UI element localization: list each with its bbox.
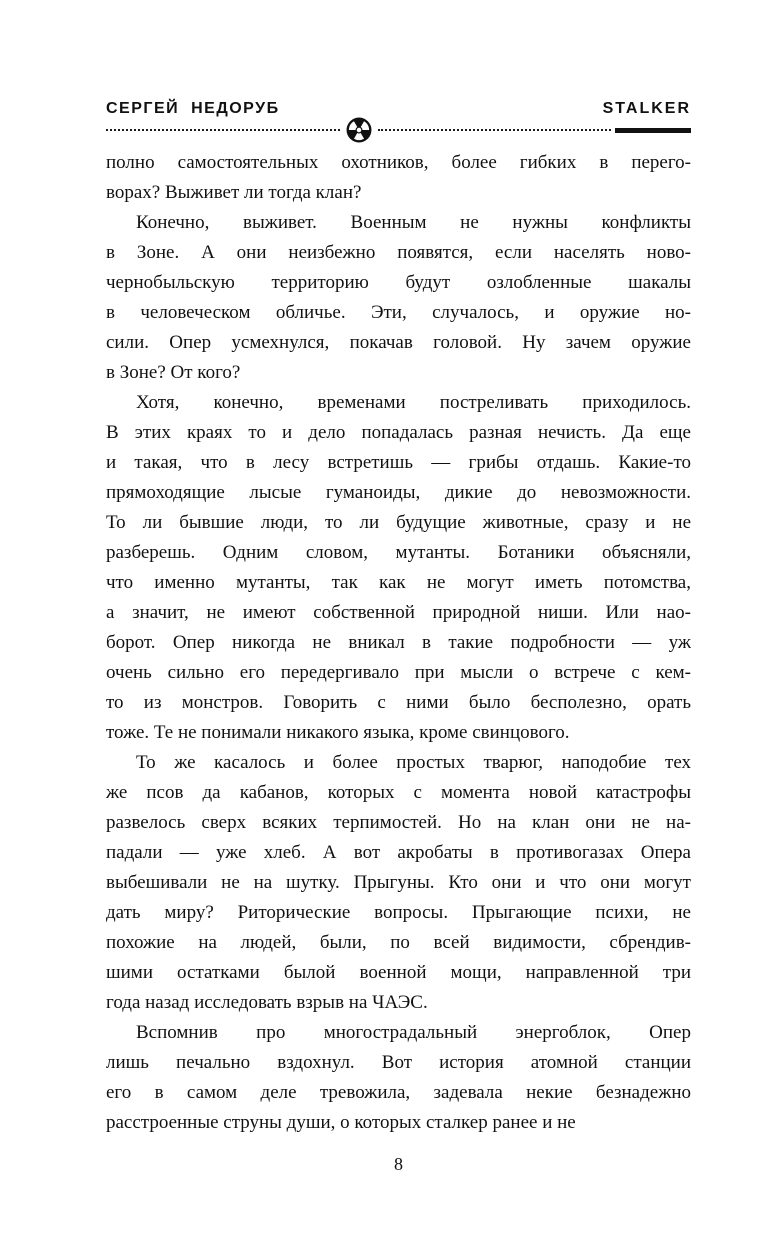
paragraph <box>106 388 691 748</box>
text-line: падали — уже хлеб. А вот акробаты в противогазах Опера <box>106 842 691 863</box>
header-row <box>106 100 691 118</box>
dotted-rule-right <box>378 129 612 131</box>
text-line: в Зоне? От кого? <box>106 362 241 383</box>
text-line: дать миру? Риторические вопросы. Прыгающие психи, не <box>106 902 691 923</box>
page-footer <box>106 1154 691 1175</box>
text-line: а значит, не имеют собственной природной ниши. Или нао- <box>106 602 691 623</box>
text-line: и такая, что в лесу встретишь — грибы отдашь. Какие-то <box>106 452 691 473</box>
paragraph <box>106 208 691 388</box>
text-line: Конечно, выживет. Военным не нужны конфликты <box>136 212 691 233</box>
dotted-rule-left <box>106 129 340 131</box>
text-line: в человеческом обличье. Эти, случалось, и оружие но- <box>106 302 691 323</box>
text-line: тоже. Те не понимали никакого языка, кроме свинцового. <box>106 722 570 743</box>
text-line: В этих краях то и дело попадалась разная нечисть. Да еще <box>106 422 691 443</box>
text-line: сили. Опер усмехнулся, покачав головой. Ну зачем оружие <box>106 332 691 353</box>
paragraph <box>106 148 691 208</box>
text-line: То ли бывшие люди, то ли будущие животные, сразу и не <box>106 512 691 533</box>
text-line: ворах? Выживет ли тогда клан? <box>106 182 362 203</box>
header-author: СЕРГЕЙ НЕДОРУБ <box>106 100 280 117</box>
text-line: лишь печально вздохнул. Вот история атомной станции <box>106 1052 691 1073</box>
text-line: расстроенные струны души, о которых сталкер ранее и не <box>106 1112 576 1133</box>
series-underline <box>615 128 691 133</box>
text-line: полно самостоятельных охотников, более гибких в перего- <box>106 152 691 173</box>
text-line: Вспомнив про многострадальный энергоблок, Опер <box>136 1022 691 1043</box>
page-number: 8 <box>394 1154 403 1174</box>
page-header <box>106 100 691 142</box>
text-line: развелось сверх всяких терпимостей. Но на клан они не на- <box>106 812 691 833</box>
text-line: шими остатками былой военной мощи, направленной три <box>106 962 691 983</box>
paragraph <box>106 748 691 1018</box>
header-rule <box>106 118 691 142</box>
text-line: похожие на людей, были, по всей видимости, сбрендив- <box>106 932 691 953</box>
text-line: его в самом деле тревожила, задевала некие безнадежно <box>106 1082 691 1103</box>
text-line: в Зоне. А они неизбежно появятся, если населять ново- <box>106 242 691 263</box>
text-line: Хотя, конечно, временами постреливать приходилось. <box>136 392 691 413</box>
text-line: года назад исследовать взрыв на ЧАЭС. <box>106 992 428 1013</box>
text-line: чернобыльскую территорию будут озлобленные шакалы <box>106 272 691 293</box>
text-line: то из монстров. Говорить с ними было бесполезно, орать <box>106 692 691 713</box>
text-line: борот. Опер никогда не вникал в такие подробности — уж <box>106 632 691 653</box>
text-line: очень сильно его передергивало при мысли о встрече с кем- <box>106 662 691 683</box>
header-series: STALKER <box>602 100 691 117</box>
paragraph <box>106 1018 691 1138</box>
radiation-icon <box>346 117 372 143</box>
text-line: же псов да кабанов, которых с момента новой катастрофы <box>106 782 691 803</box>
text-line: То же касалось и более простых тварюг, наподобие тех <box>136 752 691 773</box>
text-line: прямоходящие лысые гуманоиды, дикие до невозможности. <box>106 482 691 503</box>
body-text <box>106 148 691 1138</box>
text-line: что именно мутанты, так как не могут иметь потомства, <box>106 572 691 593</box>
text-line: разберешь. Одним словом, мутанты. Ботаники объясняли, <box>106 542 691 563</box>
text-line: выбешивали не на шутку. Прыгуны. Кто они и что они могут <box>106 872 691 893</box>
